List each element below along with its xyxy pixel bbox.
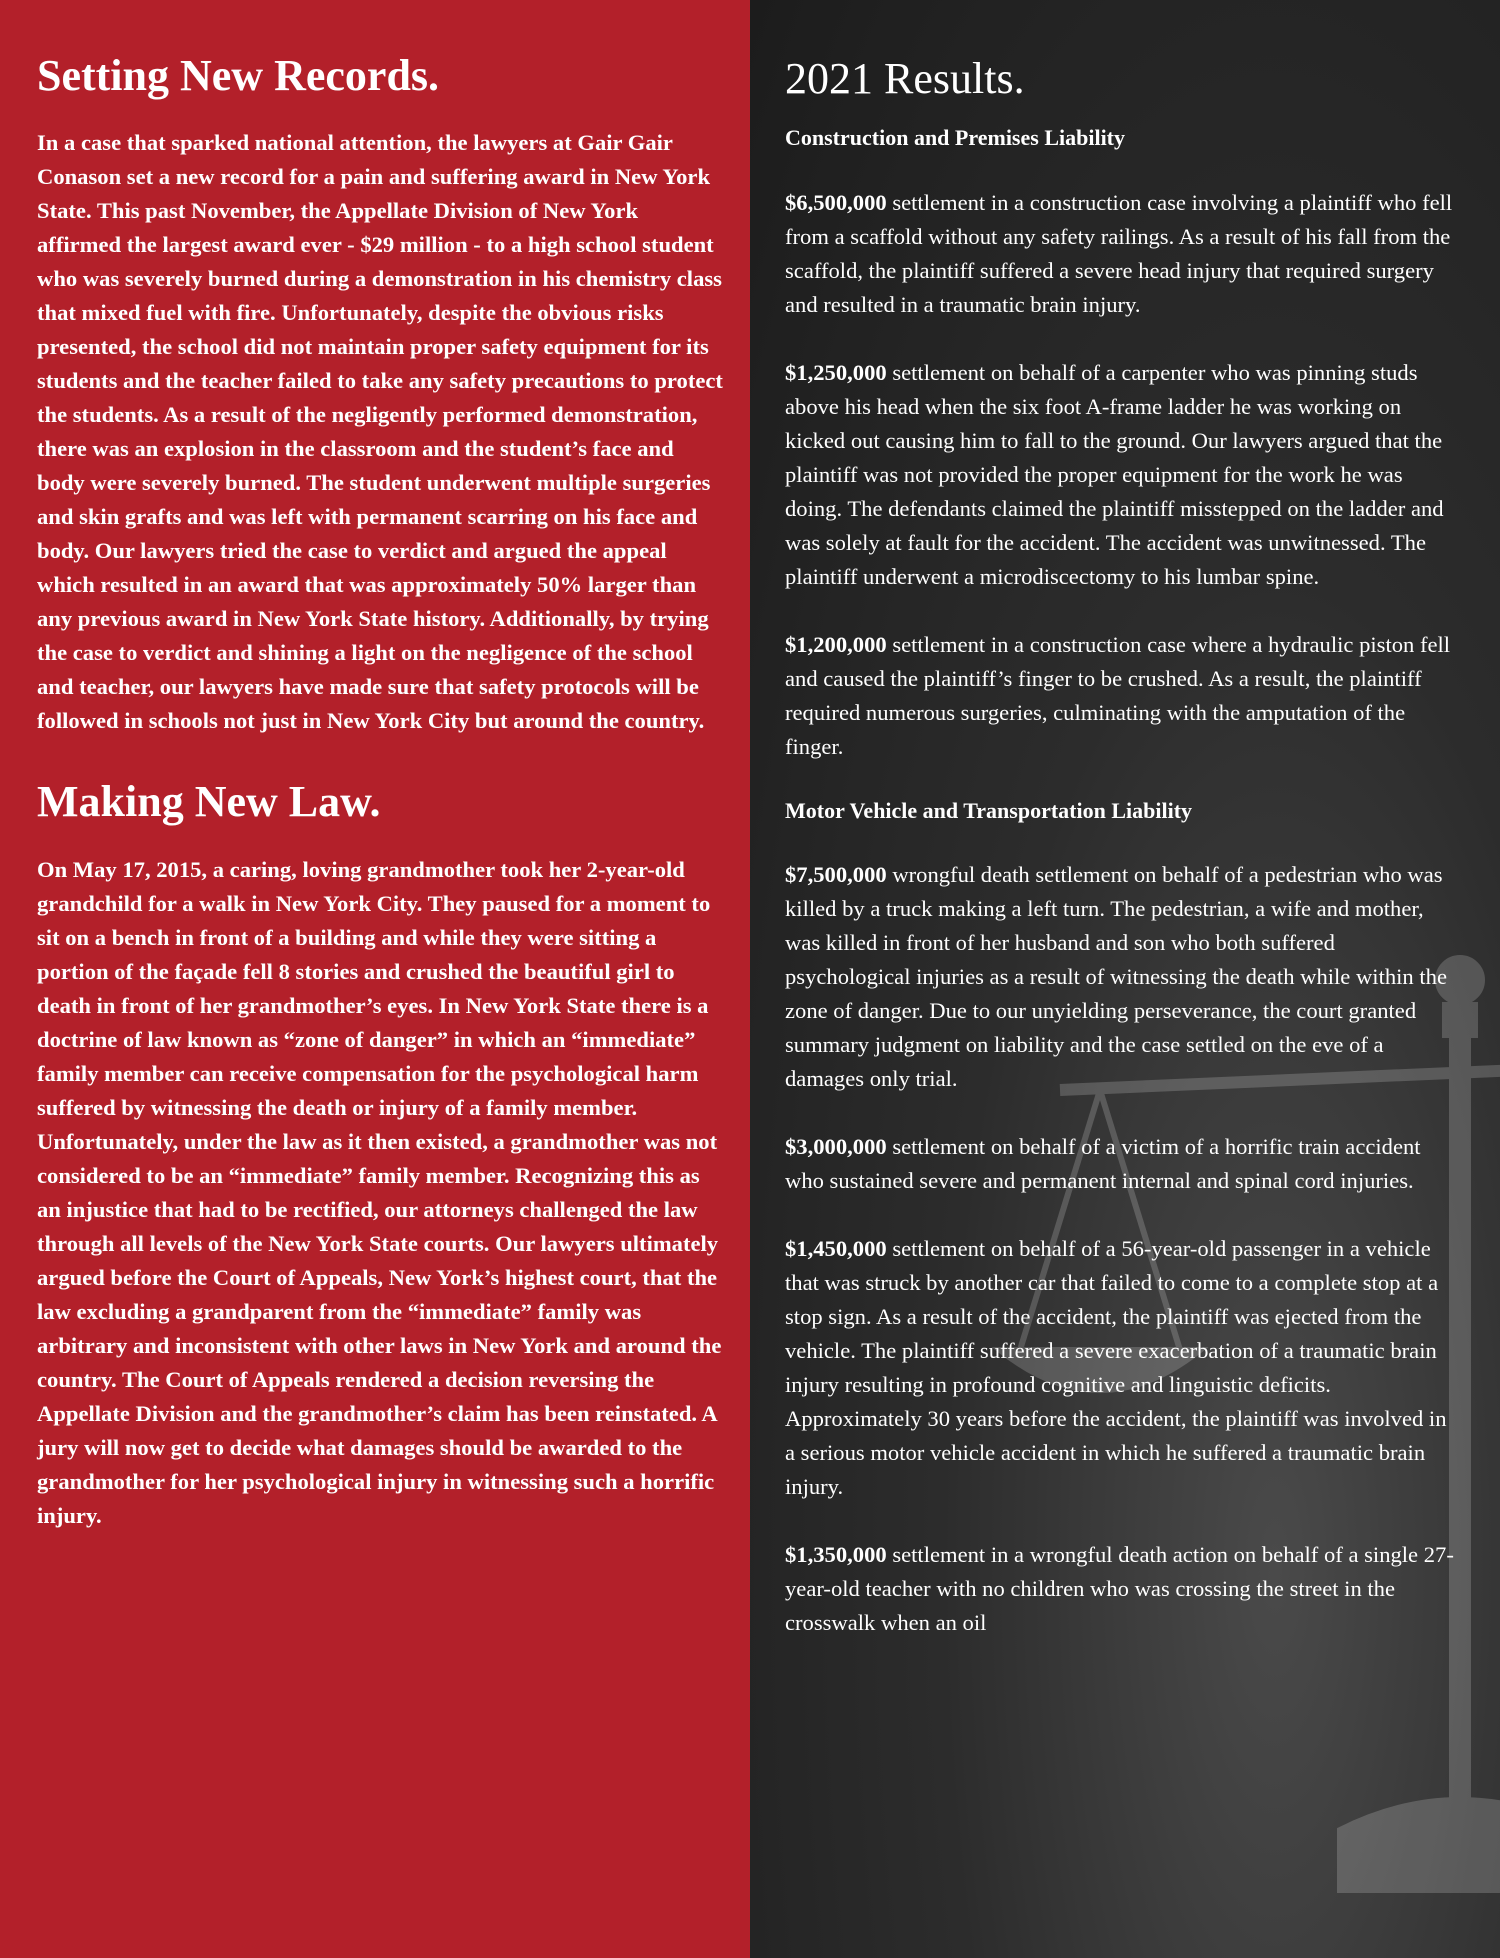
result-amount: $1,200,000 (785, 631, 887, 657)
result-amount: $1,450,000 (785, 1236, 887, 1262)
result-text: settlement in a construction case where a hydraulic piston fell and caused the plaintiff’s finger to be crushed. As a result, the plaintiff required numerous surgeries, culminating with the amputation of the finger. (785, 631, 1451, 759)
law-title: Making New Law. (37, 777, 381, 827)
records-title: Setting New Records. (37, 51, 440, 100)
law-body: On May 17, 2015, a caring, loving grandmother took her 2-year-old grandchild for a walk in New York City. They paused for a moment to sit on a bench in front of a building and while they were sitting a portion of the façade fell 8 stories and crushed the beautiful girl to death in front of her grandmother’s eyes. In New York State there is a doctrine of law known as “zone of danger” in which an “immediate” family member can receive compensation for the psychological harm suffered by witnessing the death or injury of a family member. Unfortunately, under the law as it then existed, a grandmother was not considered to be an “immediate” family member. Recognizing this as an injustice that had to be rectified, our attorneys challenged the law through all levels of the New York State courts. Our lawyers ultimately argued before the Court of Appeals, New York’s highest court, that the law excluding a grandparent from the “immediate” family was arbitrary and inconsistent with other laws in New York and around the country. The Court of Appeals rendered a decision reversing the Appellate Division and the grandmother’s claim has been reinstated. A jury will now get to decide what damages should be awarded to the grandmother for her psychological injury in witnessing such a horrific injury. (37, 856, 722, 1528)
result-amount: $1,350,000 (785, 1542, 887, 1568)
result-amount: $3,000,000 (785, 1134, 887, 1160)
result-item (785, 1130, 1460, 1198)
result-item (785, 1232, 1460, 1504)
result-item (785, 628, 1460, 764)
motor-heading: Motor Vehicle and Transportation Liability (785, 797, 1193, 823)
result-text: settlement in a wrongful death action on behalf of a single 27-year-old teacher with no children who was crossing the street in the crosswalk when an oil (785, 1542, 1454, 1636)
result-item (785, 356, 1460, 594)
result-text: settlement on behalf of a carpenter who was pinning studs above his head when the six foot A-frame ladder he was working on kicked out causing him to fall to the ground. Our lawyers argued that the plaintiff was not provided the proper equipment for the work he was doing. The defendants claimed the plaintiff misstepped on the ladder and was solely at fault for the accident. The accident was unwitnessed. The plaintiff underwent a microdiscectomy to his lumbar spine. (785, 359, 1444, 589)
result-text: settlement on behalf of a victim of a horrific train accident who sustained severe and permanent internal and spinal cord injuries. (785, 1134, 1421, 1194)
result-text: wrongful death settlement on behalf of a pedestrian who was killed by a truck making a left turn. The pedestrian, a wife and mother, was killed in front of her husband and son who both suffered psychological injuries as a result of witnessing the death while within the zone of danger. Due to our unyielding perseverance, the court granted summary judgment on liability and the case settled on the eve of a damages only trial. (785, 862, 1447, 1092)
result-item (785, 1538, 1460, 1640)
result-amount: $7,500,000 (785, 862, 887, 888)
result-item (785, 186, 1460, 322)
results-title: 2021 Results. (785, 54, 1025, 103)
construction-heading: Construction and Premises Liability (785, 125, 1126, 151)
result-item (785, 858, 1460, 1096)
result-amount: $1,250,000 (785, 359, 887, 385)
records-body: In a case that sparked national attention, the lawyers at Gair Gair Conason set a new record for a pain and suffering award in New York State. This past November, the Appellate Division of New York affirmed the largest award ever - $29 million - to a high school student who was severely burned during a demonstration in his chemistry class that mixed fuel with fire. Unfortunately, despite the obvious risks presented, the school did not maintain proper safety equipment for its students and the teacher failed to take any safety precautions to protect the students. As a result of the negligently performed demonstration, there was an explosion in the classroom and the student’s face and body were severely burned. The student underwent multiple surgeries and skin grafts and was left with permanent scarring on his face and body. Our lawyers tried the case to verdict and argued the appeal which resulted in an award that was approximately 50% larger than any previous award in New York State history. Additionally, by trying the case to verdict and shining a light on the negligence of the school and teacher, our lawyers have made sure that safety protocols will be followed in schools not just in New York City but around the country. (37, 130, 723, 734)
result-text: settlement on behalf of a 56-year-old passenger in a vehicle that was struck by another car that failed to come to a complete stop at a stop sign. As a result of the accident, the plaintiff was ejected from the vehicle. The plaintiff suffered a severe exacerbation of a traumatic brain injury resulting in profound cognitive and linguistic deficits. Approximately 30 years before the accident, the plaintiff was involved in a serious motor vehicle accident in which he suffered a traumatic brain injury. (785, 1236, 1447, 1500)
right-column (750, 0, 1500, 1958)
result-text: settlement in a construction case involving a plaintiff who fell from a scaffold without any safety railings. As a result of his fall from the scaffold, the plaintiff suffered a severe head injury that required surgery and resulted in a traumatic brain injury. (785, 189, 1453, 317)
result-amount: $6,500,000 (785, 189, 887, 215)
